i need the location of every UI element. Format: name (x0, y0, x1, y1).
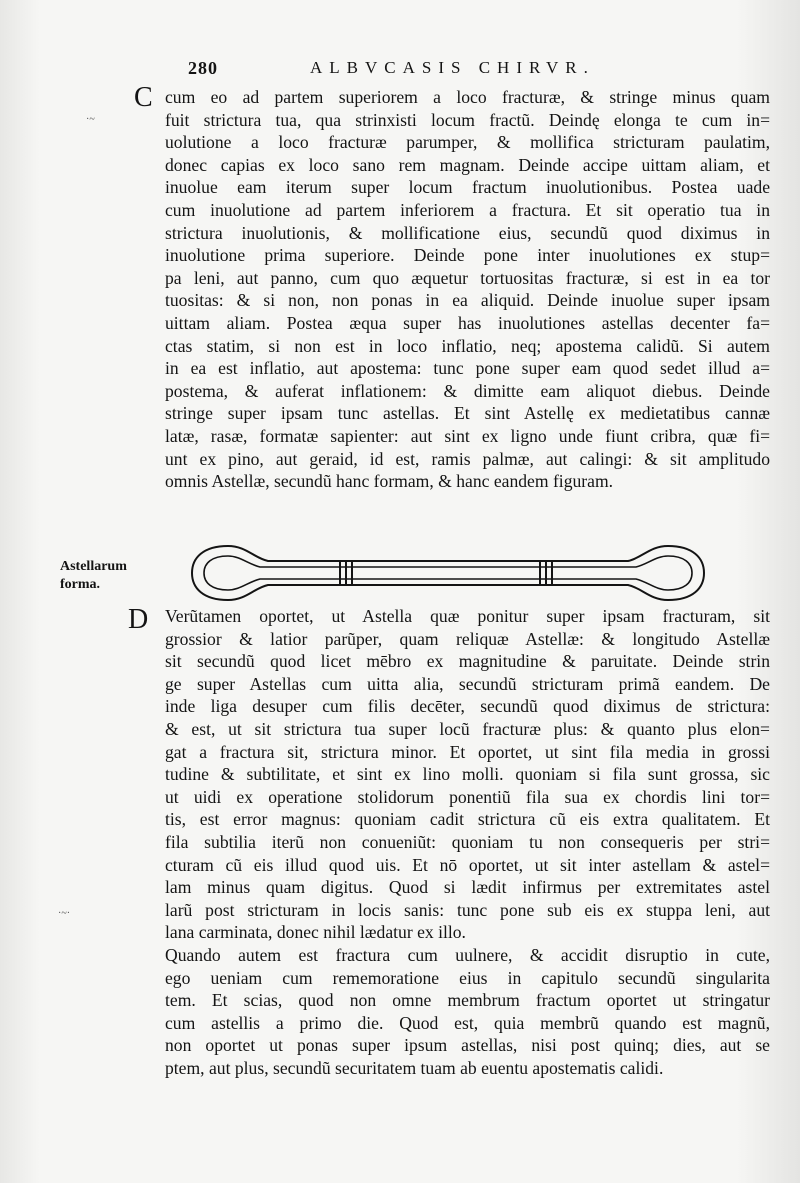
section-initial-c: C (134, 82, 153, 113)
text-line: in ea est inflatio, aut apostema: tunc pone super eam quod sedet illud a= (165, 358, 770, 379)
text-line: pa leni, aut panno, cum quo æquetur tortuositas fracturæ, si est in ea tor (165, 267, 770, 288)
text-line: cum eo ad partem superiorem a loco fracturæ, & stringe minus quam (165, 87, 770, 107)
text-line: sit secundũ quod licet mēbro ex magnitudine & paruitate. Deinde strin (165, 651, 770, 672)
margin-note-line: Astellarum (60, 559, 127, 574)
text-line: inuolue eam iterum super locum fractum inuolutionibus. Postea uade (165, 177, 770, 198)
running-title: ALBVCASIS CHIRVR. (310, 58, 595, 77)
text-line: tudine & subtilitate, et sint ex lino molli. quoniam si fila sunt grossa, sic (165, 764, 770, 785)
text-line: tis, est error magnus: quoniam cadit strictura cũ eis extra qualitatem. Et (165, 809, 770, 830)
paragraph-2 (165, 605, 770, 1079)
text-line: uolutione a loco fracturæ parumper, & mollifica stricturam paulatim, (165, 132, 770, 153)
text-line: & est, ut sit strictura tua super locũ fracturæ plus: & quanto plus elon= (165, 718, 770, 739)
text-line: strictura inuolutionis, & mollificatione eius, secundũ quod diximus in (165, 222, 770, 243)
text-line: tem. Et scias, quod non omne membrum fractum oportet ut stringatur (165, 990, 770, 1011)
text-line: gat a fractura sit, strictura minor. Et oportet, ut sint fila media in grossi (165, 741, 770, 762)
text-line: donec capias ex loco sano rem magnam. Deinde accipe uittam aliam, et (165, 154, 770, 175)
text-line: omnis Astellæ, secundũ hanc formam, & hanc eandem figuram. (165, 471, 614, 492)
page-number: 280 (188, 58, 218, 78)
text-line: tuositas: & si non, non ponas in ea aliquid. Deinde inuolue super ipsam (165, 290, 770, 311)
text-line: unt ex pino, aut geraid, id est, ramis palmæ, aut calingi: & sit amplitudo (165, 448, 770, 469)
text-line: stringe super ipsam tunc astellas. Et sint Astellę ex medietatibus cannæ (165, 403, 770, 424)
text-line: larũ post stricturam in locis sanis: tunc pone sub eis ex stuppa leni, aut (165, 899, 770, 920)
margin-mark: ·~· (58, 908, 71, 919)
text-line: grossior & latior parũper, quam reliquæ Astellæ: & longitudo Astellæ (165, 628, 770, 649)
margin-mark: ·~ (86, 114, 95, 125)
splint-figure (188, 538, 708, 608)
text-line: postema, & auferat inflationem: & dimitte eam aliquot diebus. Deinde (165, 380, 770, 401)
text-line: cturam cũ eis illud quod uis. Et nō oportet, ut sit inter astellam & astel= (165, 854, 770, 875)
splint-outline (192, 546, 704, 600)
paragraph-1 (165, 86, 770, 493)
text-line: Verũtamen oportet, ut Astella quæ ponitur super ipsam fracturam, sit (165, 606, 770, 626)
text-line: lam minus quam digitus. Quod si lædit infirmus per extremitates astel (165, 877, 770, 898)
text-line: inde liga desuper cum filis decēter, secundũ quod diximus de strictura: (165, 696, 770, 717)
text-line: fila subtilia iterũ non conueniũt: quoniam tu non consequeris per stri= (165, 831, 770, 852)
text-line: ge super Astellas cum uitta alia, secundũ stricturam primã eandem. De (165, 673, 770, 694)
text-line: inuolutione prima superiore. Deinde pone inter inuolutiones ex stup= (165, 245, 770, 266)
text-line: latæ, rasæ, formatæ sapienter: aut sint ex ligno unde fiunt cribra, quæ fi= (165, 425, 770, 446)
margin-note (60, 558, 127, 594)
text-line: lana carminata, donec nihil lædatur ex illo. (165, 922, 466, 943)
text-line: cum inuolutione ad partem inferiorem a fractura. Et sit operatio tua in (165, 199, 770, 220)
text-line: ptem, aut plus, secundũ securitatem tuam ab euentu apostematis calidi. (165, 1057, 664, 1078)
text-line: non oportet ut ponas super ipsum astellas, nisi post quinq; dies, aut se (165, 1035, 770, 1056)
text-line: ut uidi ex operatione stolidorum ponentiũ fila sua ex chordis lini tor= (165, 786, 770, 807)
section-initial-d: D (128, 604, 149, 635)
text-line: fuit strictura tua, qua strinxisti locum fractũ. Deindę elonga te cum in= (165, 109, 770, 130)
text-line: ego ueniam cum rememoratione eius in capitulo secundũ singularita (165, 967, 770, 988)
text-line: cum astellis a primo die. Quod est, quia membrũ quando est magnũ, (165, 1012, 770, 1033)
text-line: uittam aliam. Postea æqua super has inuolutiones astellas decenter fa= (165, 312, 770, 333)
margin-note-line: forma. (60, 577, 101, 592)
text-line: ctas statim, si non est in loco inflatio, neq; apostema calidũ. Si autem (165, 335, 770, 356)
text-line: Quando autem est fractura cum uulnere, & accidit disruptio in cute, (165, 944, 770, 965)
